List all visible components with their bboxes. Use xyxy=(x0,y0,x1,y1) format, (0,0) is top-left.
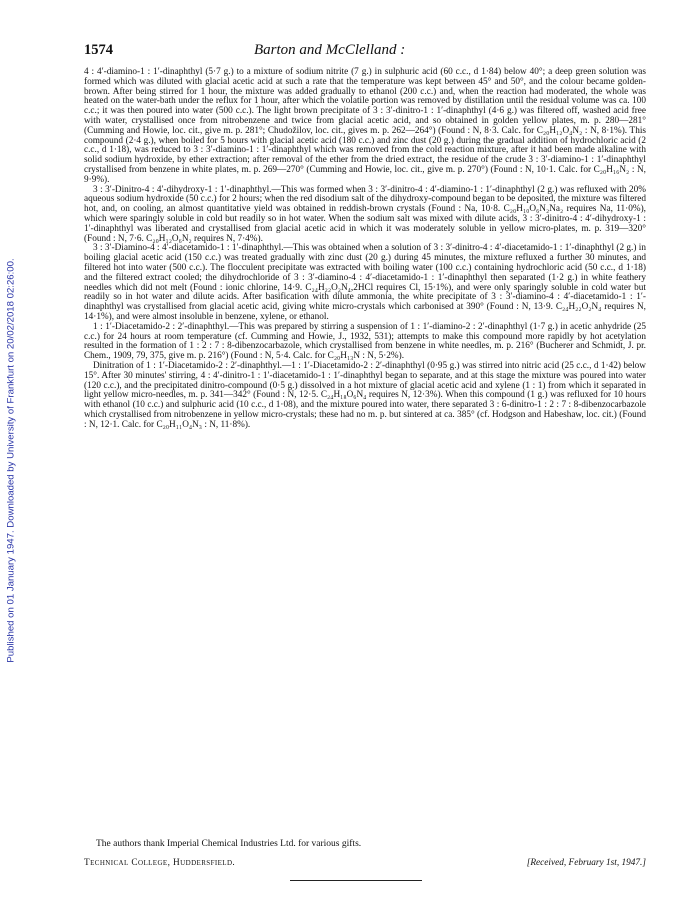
page-header xyxy=(84,42,644,64)
paragraph-diamino-diacetamido: 3 : 3′-Diamino-4 : 4′-diacetamido-1 : 1′-dinaphthyl.—This was obtained when a solution of 3 : 3′-dinitro-4 : 4′-diacetamido-1 : 1′-dinaphthyl (2 g.) in boiling glacial acetic acid (150 c.c.) was treated gradually with zinc dust (20 g.) during 45 minutes, the mixture refluxed a further 30 minutes, and filtered hot into water (500 c.c.). The flocculent precipitate was extracted with boiling water (100 c.c.) containing hydrochloric acid (50 c.c., d 1·18) and the filtered extract cooled; the dihydrochloride of 3 : 3′-diamino-4 : 4′-diacetamido-1 : 1′-dinaphthyl then separated (1·2 g.) in white feathery needles which did not melt (Found : ionic chlorine, 14·9. C₂₄H₂₂O₂N₄,2HCl requires Cl, 15·1%), and were only sparingly soluble in cold water but readily so in hot water and dilute acids. After basification with dilute ammonia, the white precipitate of 3 : 3′-diamino-4 : 4′-diacetamido-1 : 1′-dinaphthyl was crystallised from glacial acetic acid, giving white micro-crystals which carbonised at 390° (Found : N, 13·9. C₂₄H₂₂O₂N₄ requires N, 14·1%), and were almost insoluble in benzene, xylene, or ethanol. xyxy=(84,243,646,322)
acknowledgement: The authors thank Imperial Chemical Industries Ltd. for various gifts. xyxy=(96,839,362,849)
paragraph-diacetamido-dinaphthyl: 1 : 1′-Diacetamido-2 : 2′-dinaphthyl.—This was prepared by stirring a suspension of 1 : 1′-diamino-2 : 2′-dinaphthyl (1·7 g.) in acetic anhydride (25 c.c.) for 24 hours at room temperature (cf. Cumming and Howie, J., 1932, 531); attempts to make this compound more rapidly by hot acetylation resulted in the formation of 1 : 2 : 7 : 8-dibenzocarbazole, which crystallised from benzene in white needles, m. p. 216° (Bucherer and Schmidt, J. pr. Chem., 1909, 79, 375, give m. p. 216°) (Found : N, 5·4. Calc. for C₂₀H₁₃N : N, 5·2%). xyxy=(84,321,646,362)
paragraph-dinitro-dihydroxy: 3 : 3′-Dinitro-4 : 4′-dihydroxy-1 : 1′-dinaphthyl.—This was formed when 3 : 3′-dinitro-4 : 4′-diamino-1 : 1′-dinaphthyl (2 g.) was refluxed with 20% aqueous sodium hydroxide (50 c.c.) for 2 hours; when the red disodium salt of the dihydroxy-compound began to be deposited, the mixture was filtered hot, and, on cooling, an almost quantitative yield was obtained in reddish-brown crystals (Found : Na, 10·8. C₂₀H₁₀O₆N₂Na₂ requires Na, 11·0%), which were sparingly soluble in cold but readily so in hot water. When the sodium salt was mixed with dilute acids, 3 : 3′-dinitro-4 : 4′-dihydroxy-1 : 1′-dinaphthyl was liberated and crystallised from glacial acetic acid in which it was moderately soluble in yellow micro-plates, m. p. 319—320° (Found : N, 7·6. C₂₀H₁₂O₆N₂ requires N, 7·4%). xyxy=(84,184,646,244)
page-number: 1574 xyxy=(84,42,113,58)
publication-side-note xyxy=(2,180,20,740)
end-rule xyxy=(290,880,422,881)
affiliation: Technical College, Huddersfield. xyxy=(84,858,236,868)
article-body xyxy=(84,68,646,430)
paragraph-1: 4 : 4′-diamino-1 : 1′-dinaphthyl (5·7 g.) to a mixture of sodium nitrite (7 g.) in sulphuric acid (60 c.c., d 1·84) below 40°; a deep green solution was formed which was diluted with glacial acetic acid at such a rate that the temperature was kept between 45° and 50°, and the colour became golden-brown. After being stirred for 1 hour, the mixture was added gradually to ethanol (200 c.c.) and, when the reaction had moderated, the whole was heated on the water-bath under the reflux for 1 hour, after which the volatile portion was removed by distillation until the residual volume was ca. 100 c.c.; it was then poured into water (500 c.c.). The light brown precipitate of 3 : 3′-dinitro-1 : 1′-dinaphthyl (4·6 g.) was filtered off, washed acid free with water, crystallised once from nitrobenzene and twice from glacial acetic acid, and so obtained in golden yellow plates, m. p. 280—281° (Cumming and Howie, loc. cit., give m. p. 281°; Chudožilov, loc. cit., gives m. p. 262—264°) (Found : N, 8·3. Calc. for C₂₀H₁₂O₄N₂ : N, 8·1%). This compound (2·4 g.), when boiled for 5 hours with glacial acetic acid (180 c.c.) and zinc dust (20 g.) during the gradual addition of hydrochloric acid (2 c.c., d 1·18), was reduced to 3 : 3′-diamino-1 : 1′-dinaphthyl which was removed from the cold reaction mixture, after it had been made alkaline with solid sodium hydroxide, by ether extraction; after removal of the ether from the dried extract, the residue of the crude 3 : 3′-diamino-1 : 1′-dinaphthyl crystallised from benzene in white plates, m. p. 269—270° (Cumming and Howie, loc. cit., give m. p. 270°) (Found : N, 10·1. Calc. for C₂₀H₁₆N₂ : N, 9·9%). xyxy=(84,67,646,185)
paragraph-dinitration: Dinitration of 1 : 1′-Diacetamido-2 : 2′-dinaphthyl.—1 : 1′-Diacetamido-2 : 2′-dinaphthyl (0·95 g.) was stirred into nitric acid (25 c.c., d 1·42) below 15°. After 30 minutes' stirring, 4 : 4′-dinitro-1 : 1′-diacetamido-1 : 1′-dinaphthyl began to separate, and at this stage the mixture was poured into water (120 c.c.), and the precipitated dinitro-compound (0·5 g.) dissolved in a hot mixture of glacial acetic acid and xylene (1 : 1) from which it separated in light yellow micro-needles, m. p. 341—342° (Found : N, 12·5. C₂₄H₁₈O₆N₄ requires N, 12·3%). When this compound (1 g.) was refluxed for 10 hours with ethanol (10 c.c.) and sulphuric acid (10 c.c., d 1·08), and the mixture poured into water, there separated 3 : 6-dinitro-1 : 2 : 7 : 8-dibenzocarbazole which crystallised from nitrobenzene in yellow micro-crystals; these had no m. p. but sintered at ca. 385° (cf. Hodgson and Habeshaw, loc. cit.) (Found : N, 12·1. Calc. for C₂₀H₁₁O₄N₃ : N, 11·8%). xyxy=(84,360,646,430)
received-date: [Received, February 1st, 1947.] xyxy=(526,858,646,868)
side-note-text: Published on 01 January 1947. Downloaded by University of Frankfurt on 20/02/2018 02:26:00. xyxy=(5,257,17,663)
running-head: Barton and McClelland : xyxy=(254,42,406,58)
article-footer xyxy=(84,858,646,872)
